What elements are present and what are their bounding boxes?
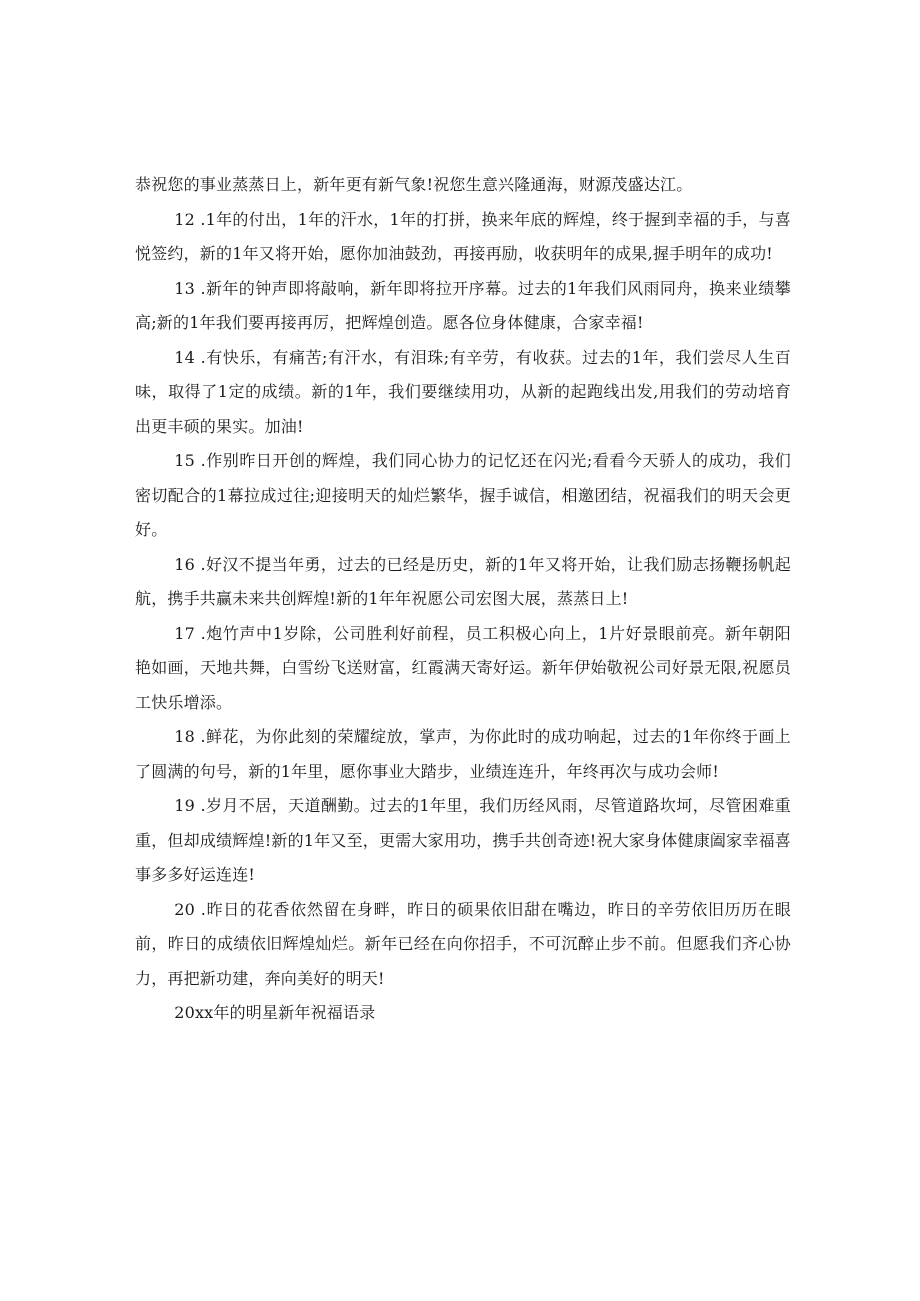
item-text: .有快乐，有痛苦;有汗水，有泪珠;有辛劳，有收获。过去的1年，我们尝尽人生百味，取得了1定的成绩。新的1年，我们要继续用功，从新的起跑线出发,用我们的劳动培育出更丰硕的果实。加油! — [135, 347, 791, 436]
item-number: 13 — [174, 278, 195, 298]
item-text: .作别昨日开创的辉煌，我们同心协力的记忆还在闪光;看看今天骄人的成功，我们密切配合的1幕拉成过往;迎接明天的灿烂繁华，握手诚信，相邀团结，祝福我们的明天会更好。 — [135, 451, 791, 539]
list-item — [135, 617, 791, 721]
item-text: .炮竹声中1岁除，公司胜利好前程，员工积极心向上，1片好景眼前亮。新年朝阳艳如画，天地共舞，白雪纷飞送财富，红霞满天寄好运。新年伊始敬祝公司好景无限,祝愿员工快乐增添。 — [135, 623, 791, 712]
item-number: 17 — [174, 623, 195, 643]
document-body — [135, 168, 791, 1031]
item-text: .好汉不提当年勇，过去的已经是历史，新的1年又将开始，让我们励志扬鞭扬帆起航，携手共赢未来共创辉煌!新的1年年祝愿公司宏图大展，蒸蒸日上! — [135, 554, 791, 608]
item-text: .昨日的花香依然留在身畔，昨日的硕果依旧甜在嘴边，昨日的辛劳依旧历历在眼前，昨日的成绩依旧辉煌灿烂。新年已经在向你招手，不可沉醉止步不前。但愿我们齐心协力，再把新功建，奔向美好的明天! — [135, 899, 791, 988]
list-item — [135, 720, 791, 789]
list-item — [135, 444, 791, 548]
list-item — [135, 893, 791, 997]
list-item — [135, 272, 791, 341]
item-number: 12 — [174, 209, 195, 229]
item-number: 16 — [174, 554, 195, 574]
item-number: 18 — [174, 727, 195, 746]
intro-paragraph: 恭祝您的事业蒸蒸日上，新年更有新气象!祝您生意兴隆通海，财源茂盛达江。 — [135, 175, 693, 194]
item-text: .新年的钟声即将敲响，新年即将拉开序幕。过去的1年我们风雨同舟，换来业绩攀高;新的1年我们要再接再厉，把辉煌创造。愿各位身体健康，合家幸福! — [135, 278, 791, 332]
item-text: .岁月不居，天道酬勤。过去的1年里，我们历经风雨，尽管道路坎坷，尽管困难重重，但却成绩辉煌!新的1年又至，更需大家用功，携手共创奇迹!祝大家身体健康阖家幸福喜事多多好运连连! — [135, 796, 791, 884]
section-heading: 20xx年的明星新年祝福语录 — [174, 1003, 376, 1022]
item-number: 19 — [174, 796, 195, 815]
item-number: 15 — [174, 451, 195, 470]
list-item — [135, 203, 791, 272]
list-item — [135, 548, 791, 617]
list-item — [135, 341, 791, 445]
item-text: .1年的付出，1年的汗水，1年的打拼，换来年底的辉煌，终于握到幸福的手，与喜悦签约，新的1年又将开始，愿你加油鼓劲，再接再励，收获明年的成果,握手明年的成功! — [135, 209, 791, 263]
list-item — [135, 789, 791, 893]
item-text: .鲜花，为你此刻的荣耀绽放，掌声，为你此时的成功响起，过去的1年你终于画上了圆满的句号，新的1年里，愿你事业大踏步，业绩连连升，年终再次与成功会师! — [135, 727, 791, 781]
item-number: 14 — [174, 347, 195, 367]
item-number: 20 — [174, 899, 195, 919]
